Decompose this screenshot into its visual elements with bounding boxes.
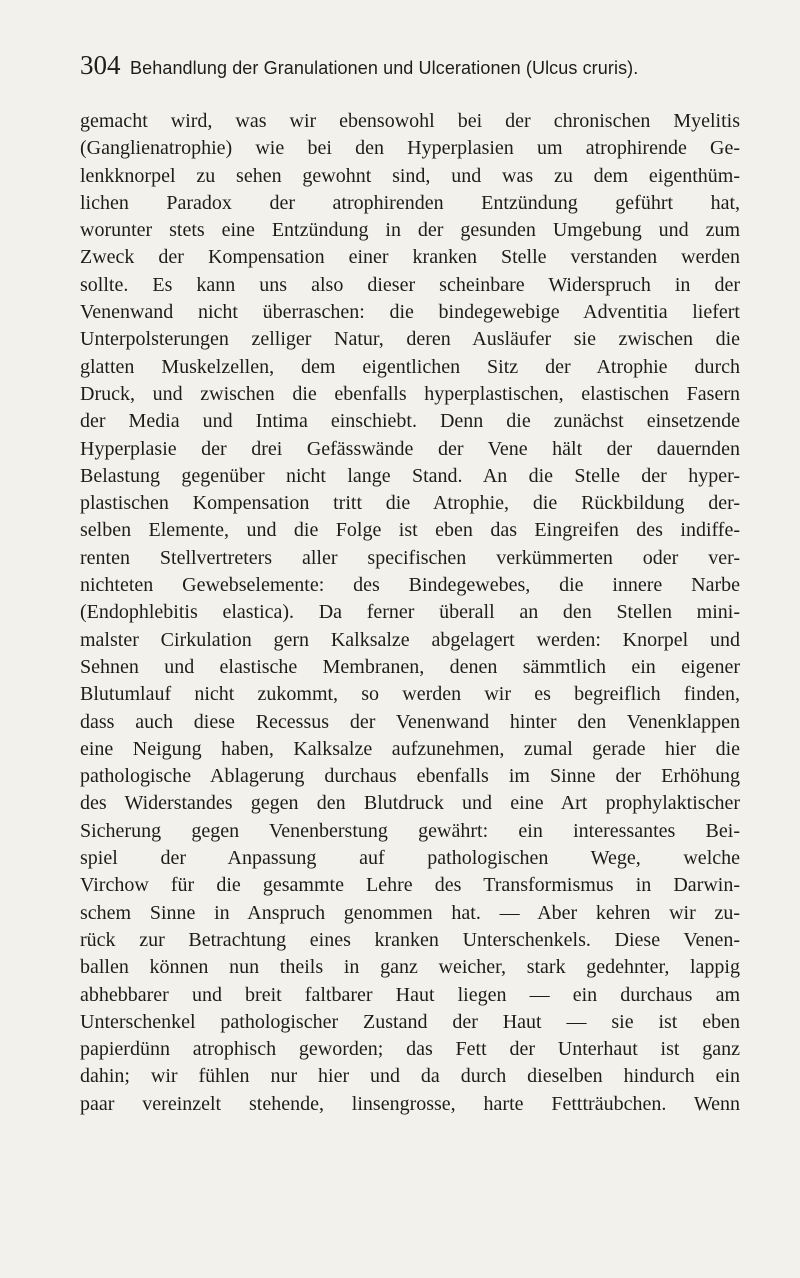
text-line: eine Neigung haben, Kalksalze aufzunehmen, zumal gerade hier die — [80, 737, 740, 760]
text-line: Venenwand nicht überraschen: die bindegewebige Adventitia liefert — [80, 301, 740, 324]
text-line: malster Cirkulation gern Kalksalze abgelagert werden: Knorpel und — [80, 628, 740, 651]
text-line: der Media und Intima einschiebt. Denn die zunächst einsetzende — [80, 410, 740, 433]
text-line: (Endophlebitis elastica). Da ferner überall an den Stellen mini- — [80, 601, 740, 624]
text-line: (Ganglienatrophie) wie bei den Hyperplasien um atrophirende Ge- — [80, 137, 740, 160]
text-line: ballen können nun theils in ganz weicher, stark gedehnter, lappig — [80, 956, 740, 979]
text-line: paar vereinzelt stehende, linsengrosse, harte Fettträubchen. Wenn — [80, 1092, 740, 1115]
text-line: sollte. Es kann uns also dieser scheinbare Widerspruch in der — [80, 273, 740, 296]
text-line: dass auch diese Recessus der Venenwand hinter den Venenklappen — [80, 710, 740, 733]
text-line: Sehnen und elastische Membranen, denen sämmtlich ein eigener — [80, 655, 740, 678]
text-line: abhebbarer und breit faltbarer Haut liegen — ein durchaus am — [80, 983, 740, 1006]
text-line: Druck, und zwischen die ebenfalls hyperplastischen, elastischen Fasern — [80, 382, 740, 405]
running-head: Behandlung der Granulationen und Ulcerationen (Ulcus cruris). — [130, 58, 639, 78]
text-line: lenkknorpel zu sehen gewohnt sind, und was zu dem eigenthüm- — [80, 164, 740, 187]
text-line: renten Stellvertreters aller specifischen verkümmerten oder ver- — [80, 546, 740, 569]
text-line: gemacht wird, was wir ebensowohl bei der chronischen Myelitis — [80, 110, 740, 132]
text-line: papierdünn atrophisch geworden; das Fett der Unterhaut ist ganz — [80, 1038, 740, 1061]
text-line: selben Elemente, und die Folge ist eben das Eingreifen des indiffe- — [80, 519, 740, 542]
page-number: 304 — [80, 50, 121, 80]
book-page — [80, 52, 740, 1118]
text-line: Blutumlauf nicht zukommt, so werden wir es begreiflich finden, — [80, 683, 740, 706]
text-line: Hyperplasie der drei Gefässwände der Vene hält der dauernden — [80, 437, 740, 460]
text-line: Unterpolsterungen zelliger Natur, deren Ausläufer sie zwischen die — [80, 328, 740, 351]
text-line: Sicherung gegen Venenberstung gewährt: ein interessantes Bei- — [80, 819, 740, 842]
text-line: nichteten Gewebselemente: des Bindegewebes, die innere Narbe — [80, 574, 740, 597]
text-line: Unterschenkel pathologischer Zustand der Haut — sie ist eben — [80, 1010, 740, 1033]
page-header — [80, 52, 740, 92]
text-line: spiel der Anpassung auf pathologischen Wege, welche — [80, 847, 740, 870]
text-line: des Widerstandes gegen den Blutdruck und eine Art prophylaktischer — [80, 792, 740, 815]
text-line: Zweck der Kompensation einer kranken Stelle verstanden werden — [80, 246, 740, 269]
text-line: lichen Paradox der atrophirenden Entzündung geführt hat, — [80, 191, 740, 214]
body-text — [80, 108, 740, 1118]
text-line: Virchow für die gesammte Lehre des Transformismus in Darwin- — [80, 874, 740, 897]
text-line: Belastung gegenüber nicht lange Stand. An die Stelle der hyper- — [80, 464, 740, 487]
text-line: pathologische Ablagerung durchaus ebenfalls im Sinne der Erhöhung — [80, 765, 740, 788]
text-line: worunter stets eine Entzündung in der gesunden Umgebung und zum — [80, 219, 740, 242]
text-line: dahin; wir fühlen nur hier und da durch dieselben hindurch ein — [80, 1065, 740, 1088]
text-line: plastischen Kompensation tritt die Atrophie, die Rückbildung der- — [80, 492, 740, 515]
text-line: glatten Muskelzellen, dem eigentlichen Sitz der Atrophie durch — [80, 355, 740, 378]
text-line: rück zur Betrachtung eines kranken Unterschenkels. Diese Venen- — [80, 928, 740, 951]
text-line: schem Sinne in Anspruch genommen hat. — Aber kehren wir zu- — [80, 901, 740, 924]
